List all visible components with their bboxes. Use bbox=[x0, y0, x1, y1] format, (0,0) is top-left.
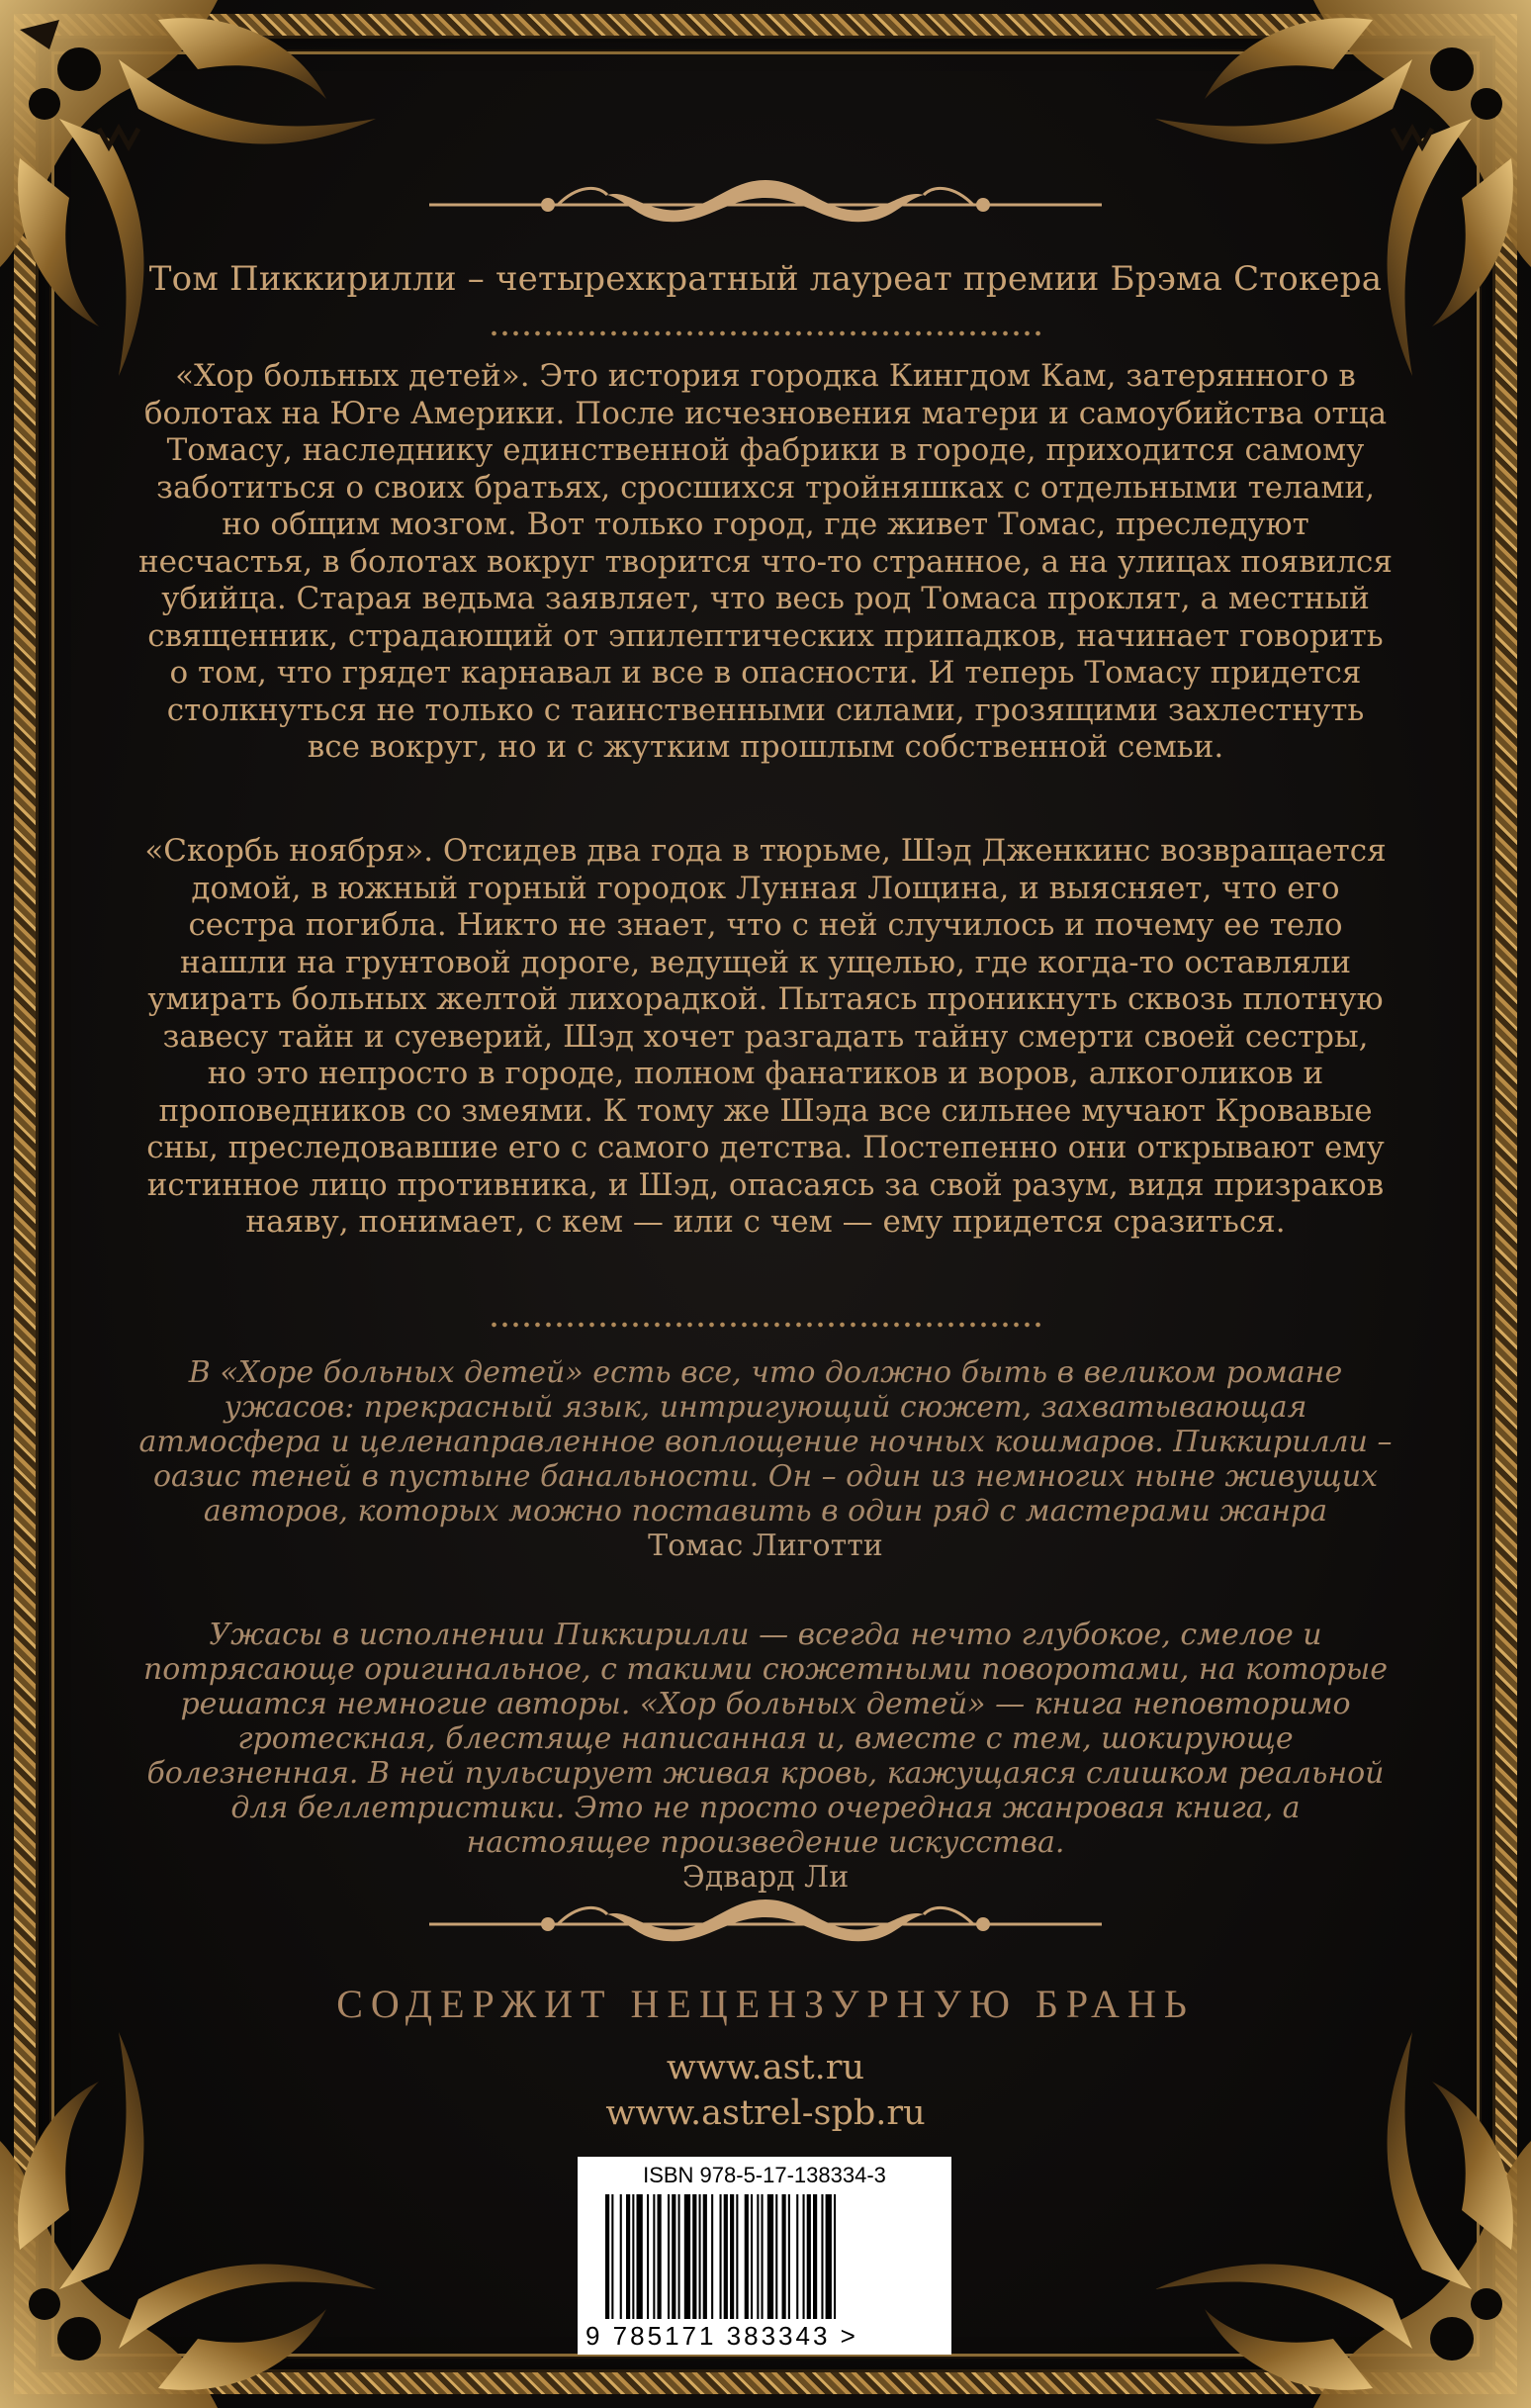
barcode-digits: 9 785171 383343 > bbox=[585, 2321, 858, 2351]
flourish-divider-icon bbox=[429, 1890, 1102, 1959]
flourish-divider-icon bbox=[429, 170, 1102, 239]
dotted-divider bbox=[489, 1322, 1042, 1328]
synopsis-choir-of-ill-children: «Хор больных детей». Это история городка Кингдом Кам, затерянного в болотах на Юге Америки. После исчезновения матери и самоубийства отца Томасу, наследнику единственной фабрики в городе, приходится самому заботиться о своих братьях, сросшихся тройняшках с отдельными телами, но общим мозгом. Вот только город, где живет Томас, преследуют несчастья, в болотах вокруг творится что-то странное, а на улицах появился убийца. Старая ведьма заявляет, что весь род Томаса проклят, а местный священник, страдающий от эпилептических припадков, начинает говорить о том, что грядет карнавал и все в опасности. И теперь Томасу придется столкнуться не только с таинственными силами, грозящими захлестнуть все вокруг, но и с жутким прошлым собственной семьи. bbox=[138, 358, 1393, 765]
review-author: Томас Лиготти bbox=[648, 1528, 883, 1563]
isbn-number: ISBN 978-5-17-138334-3 bbox=[643, 2163, 886, 2187]
review-author: Эдвард Ли bbox=[681, 1860, 850, 1895]
content-warning: СОДЕРЖИТ НЕЦЕНЗУРНУЮ БРАНЬ bbox=[336, 1982, 1195, 2026]
publisher-url-ast[interactable]: www.ast.ru bbox=[666, 2048, 865, 2087]
review-quote-ligotti bbox=[138, 1355, 1393, 1563]
award-headline: Том Пиккирилли – четырехкратный лауреат премии Брэма Стокера bbox=[148, 259, 1383, 299]
synopsis-november-mourns: «Скорбь ноября». Отсидев два года в тюрьме, Шэд Дженкинс возвращается домой, в южный горный городок Лунная Лощина, и выясняет, что его сестра погибла. Никто не знает, что с ней случилось и почему ее тело нашли на грунтовой дороге, ведущей к ущелью, где когда-то оставляли умирать больных желтой лихорадкой. Пытаясь проникнуть сквозь плотную завесу тайн и суеверий, Шэд хочет разгадать тайну смерти своей сестры, но это непросто в городе, полном фанатиков и воров, алкоголиков и проповедников со змеями. К тому же Шэда все сильнее мучают Кровавые сны, преследовавшие его с самого детства. Постепенно они открывают ему истинное лицо противника, и Шэд, опасаясь за свой разум, видя призраков наяву, понимает, с кем — или с чем — ему придется сразиться. bbox=[144, 833, 1387, 1240]
review-quote-lee bbox=[138, 1618, 1393, 1895]
barcode-icon bbox=[599, 2194, 930, 2319]
review-quote-text: В «Хоре больных детей» есть все, что должно быть в великом романе ужасов: прекрасный язык, интригующий сюжет, захватывающая атмосфера и целенаправленное воплощение ночных кошмаров. Пиккирилли – оазис теней в пустыне банальности. Он – один из немногих ныне живущих авторов, которых можно поставить в один ряд с мастерами жанра bbox=[138, 1355, 1393, 1528]
publisher-url-astrel[interactable]: www.astrel-spb.ru bbox=[605, 2093, 926, 2133]
review-quote-text: Ужасы в исполнении Пиккирилли — всегда нечто глубокое, смелое и потрясающе оригинальное, с такими сюжетными поворотами, на которые решатся немногие авторы. «Хор больных детей» — книга неповторимо гротескная, блестяще написанная и, вместе с тем, шокирующе болезненная. В ней пульсирует живая кровь, кажущаяся слишком реальной для беллетристики. Это не просто очередная жанровая книга, а настоящее произведение искусства. bbox=[142, 1618, 1389, 1860]
dotted-divider bbox=[489, 330, 1042, 336]
isbn-barcode-label bbox=[578, 2157, 951, 2355]
